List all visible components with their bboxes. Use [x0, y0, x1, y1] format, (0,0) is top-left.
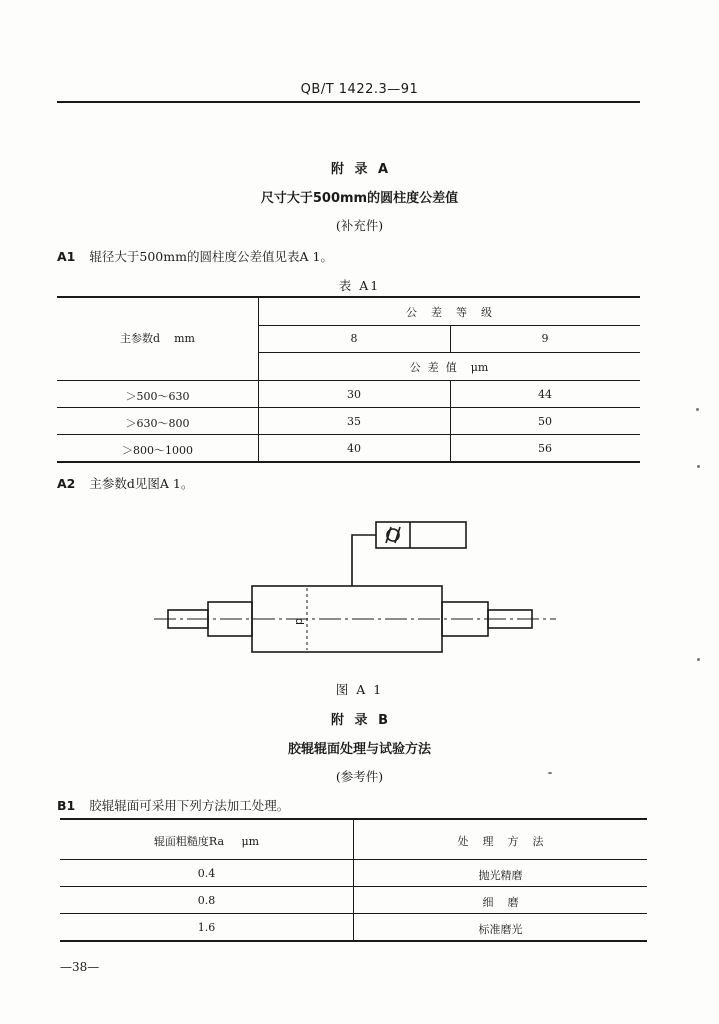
leader-line — [352, 535, 376, 586]
table-b1-hline-1 — [60, 859, 647, 860]
table-a1-hline-3 — [57, 380, 640, 381]
table-a1-row-1-g9: 44 — [538, 388, 552, 401]
figure-a1-caption: 图 A 1 — [335, 682, 384, 697]
paragraph-b1-text: 胶辊辊面可采用下列方法加工处理。 — [89, 798, 290, 813]
table-b1-row-2-ra: 0.8 — [197, 894, 216, 907]
appendix-a-title: 尺寸大于500mm的圆柱度公差值 — [260, 191, 459, 206]
table-b1-col2-header: 处 理 方 法 — [457, 835, 544, 848]
appendix-b-note: (参考件) — [335, 769, 384, 784]
table-a1-hline-1 — [258, 325, 640, 326]
table-a1-row-2-range: ＞630～800 — [125, 417, 190, 430]
paragraph-b1 — [57, 796, 289, 814]
appendix-a-note: (补充件) — [335, 218, 384, 233]
table-b1-hline-2 — [60, 886, 647, 887]
scan-speck — [697, 658, 700, 661]
page-number: —38— — [60, 960, 100, 974]
standard-code-header: QB/T 1422.3—91 — [300, 82, 419, 97]
paragraph-a2-text: 主参数d见图A 1。 — [89, 476, 194, 491]
table-a1-row-3-range: ＞800～1000 — [122, 444, 193, 457]
table-b1-row-3-method: 标准磨光 — [478, 923, 523, 936]
table-a1-row-2-g8: 35 — [347, 415, 361, 428]
table-b1-row-2-method: 细 磨 — [482, 896, 519, 909]
table-a1-value-header: 公 差 值 μm — [409, 361, 489, 374]
table-b1-row-1-method: 抛光精磨 — [478, 869, 523, 882]
appendix-b-title: 胶辊辊面处理与试验方法 — [287, 742, 431, 757]
scan-speck — [548, 772, 552, 774]
table-a1-grade-header: 公 差 等 级 — [406, 306, 492, 319]
scan-speck — [696, 408, 699, 411]
table-a1-hline-4 — [57, 407, 640, 408]
table-a1-bottom-rule — [57, 461, 640, 463]
paragraph-a2-number: A2 — [57, 476, 76, 491]
tolerance-frame — [376, 522, 466, 548]
header-rule — [57, 101, 640, 103]
paragraph-a2 — [57, 474, 193, 492]
table-b1-hline-3 — [60, 913, 647, 914]
roller-figure — [140, 510, 570, 670]
paragraph-a1-number: A1 — [57, 249, 76, 264]
scan-speck — [697, 465, 700, 468]
table-a1-row-3-g9: 56 — [538, 442, 552, 455]
table-b1-row-1-ra: 0.4 — [197, 867, 216, 880]
cylindricity-symbol-icon — [386, 527, 400, 543]
table-a1-hline-2 — [258, 352, 640, 353]
diameter-label: d — [293, 618, 306, 625]
table-a1-param-header: 主参数d mm — [120, 332, 195, 345]
paragraph-a1-text: 辊径大于500mm的圆柱度公差值见表A 1。 — [89, 249, 333, 264]
table-b1-col1-header: 辊面粗糙度Ra μm — [153, 835, 260, 848]
table-a1-grade-9: 9 — [541, 332, 549, 345]
table-b1-row-3-ra: 1.6 — [197, 921, 216, 934]
table-b1-bottom-rule — [60, 940, 647, 942]
table-a1-caption: 表 A1 — [338, 278, 381, 293]
paragraph-a1 — [57, 247, 333, 265]
table-a1-row-1-range: ＞500～630 — [125, 390, 190, 403]
table-a1-hline-5 — [57, 434, 640, 435]
table-a1-top-rule — [57, 296, 640, 298]
paragraph-b1-number: B1 — [57, 798, 76, 813]
appendix-b-label: 附 录 B — [331, 713, 388, 728]
table-a1-row-3-g8: 40 — [347, 442, 361, 455]
appendix-a-label: 附 录 A — [330, 162, 389, 177]
table-a1-row-2-g9: 50 — [538, 415, 552, 428]
table-a1-row-1-g8: 30 — [347, 388, 361, 401]
table-a1-grade-8: 8 — [350, 332, 358, 345]
